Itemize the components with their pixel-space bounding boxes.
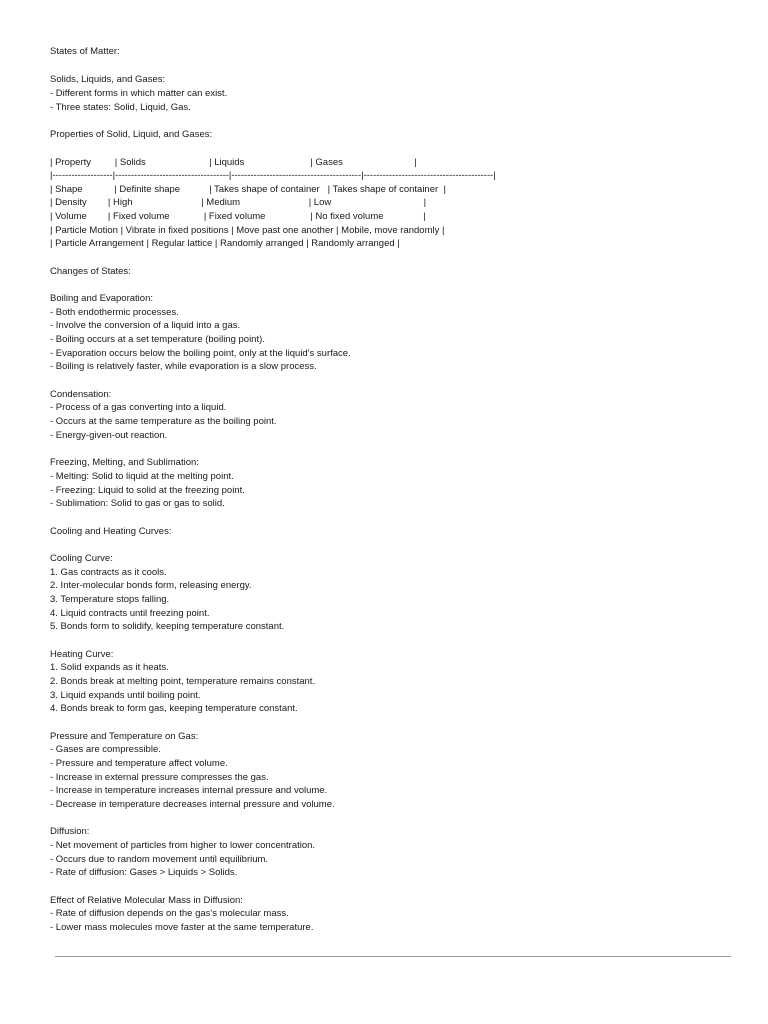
heading-changes-of-states: Changes of States: [50, 266, 131, 277]
heading-relative-molecular-mass: Effect of Relative Molecular Mass in Diffusion: [50, 895, 243, 906]
list-item: - Rate of diffusion depends on the gas's molecular mass. [50, 908, 289, 919]
list-item: - Occurs due to random movement until equilibrium. [50, 854, 269, 865]
list-item: - Involve the conversion of a liquid into a gas. [50, 320, 241, 331]
table-row: | Shape | Definite shape | Takes shape of container | Takes shape of container | [50, 184, 446, 195]
list-item: 3. Liquid expands until boiling point. [50, 690, 201, 701]
list-item: 5. Bonds form to solidify, keeping temperature constant. [50, 621, 285, 632]
heading-cooling-heating-curves: Cooling and Heating Curves: [50, 526, 172, 537]
table-separator: |-------------------|------------------------------------|-----------------------------------------|-----------------------------------------| [50, 170, 496, 181]
list-item: - Boiling is relatively faster, while evaporation is a slow process. [50, 361, 317, 372]
page-divider [55, 956, 731, 957]
list-item: - Gases are compressible. [50, 744, 161, 755]
list-item: 2. Inter-molecular bonds form, releasing energy. [50, 580, 252, 591]
list-item: 1. Gas contracts as it cools. [50, 567, 167, 578]
list-item: 1. Solid expands as it heats. [50, 662, 169, 673]
list-item: - Increase in external pressure compresses the gas. [50, 772, 269, 783]
table-row: | Density | High | Medium | Low | [50, 197, 427, 208]
heading-heating-curve: Heating Curve: [50, 649, 114, 660]
heading-boiling-evaporation: Boiling and Evaporation: [50, 293, 153, 304]
heading-cooling-curve: Cooling Curve: [50, 553, 113, 564]
list-item: - Lower mass molecules move faster at the same temperature. [50, 922, 314, 933]
list-item: 4. Bonds break to form gas, keeping temperature constant. [50, 703, 298, 714]
list-item: - Three states: Solid, Liquid, Gas. [50, 102, 191, 113]
table-header-row: | Property | Solids | Liquids | Gases | [50, 157, 417, 168]
heading-solids-liquids-gases: Solids, Liquids, and Gases: [50, 74, 166, 85]
list-item: - Decrease in temperature decreases internal pressure and volume. [50, 799, 335, 810]
list-item: - Boiling occurs at a set temperature (boiling point). [50, 334, 265, 345]
list-item: 2. Bonds break at melting point, temperature remains constant. [50, 676, 316, 687]
heading-properties: Properties of Solid, Liquid, and Gases: [50, 129, 213, 140]
list-item: - Melting: Solid to liquid at the melting point. [50, 471, 234, 482]
list-item: - Increase in temperature increases internal pressure and volume. [50, 785, 328, 796]
list-item: - Occurs at the same temperature as the boiling point. [50, 416, 277, 427]
list-item: - Pressure and temperature affect volume. [50, 758, 228, 769]
list-item: 4. Liquid contracts until freezing point. [50, 608, 210, 619]
table-row: | Particle Arrangement | Regular lattice | Randomly arranged | Randomly arranged | [50, 238, 400, 249]
heading-condensation: Condensation: [50, 389, 112, 400]
list-item: - Process of a gas converting into a liquid. [50, 402, 227, 413]
list-item: - Energy-given-out reaction. [50, 430, 168, 441]
heading-diffusion: Diffusion: [50, 826, 90, 837]
heading-freezing-melting-sublimation: Freezing, Melting, and Sublimation: [50, 457, 199, 468]
list-item: - Net movement of particles from higher to lower concentration. [50, 840, 316, 851]
list-item: - Evaporation occurs below the boiling point, only at the liquid's surface. [50, 348, 351, 359]
list-item: 3. Temperature stops falling. [50, 594, 170, 605]
table-row: | Particle Motion | Vibrate in fixed positions | Move past one another | Mobile, move randomly | [50, 225, 445, 236]
list-item: - Freezing: Liquid to solid at the freezing point. [50, 485, 245, 496]
table-row: | Volume | Fixed volume | Fixed volume | No fixed volume | [50, 211, 426, 222]
heading-pressure-temperature: Pressure and Temperature on Gas: [50, 731, 199, 742]
heading-states-of-matter: States of Matter: [50, 46, 120, 57]
list-item: - Rate of diffusion: Gases > Liquids > Solids. [50, 867, 238, 878]
list-item: - Different forms in which matter can exist. [50, 88, 228, 99]
list-item: - Sublimation: Solid to gas or gas to solid. [50, 498, 225, 509]
list-item: - Both endothermic processes. [50, 307, 179, 318]
